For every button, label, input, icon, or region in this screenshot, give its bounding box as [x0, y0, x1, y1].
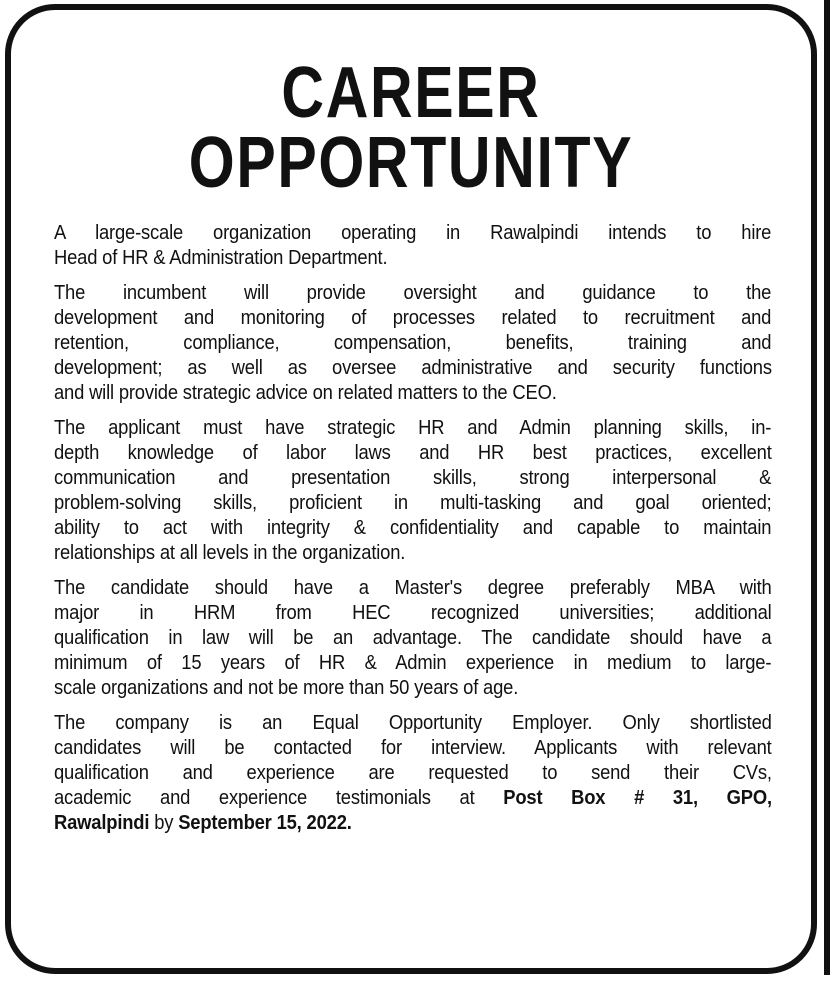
page-edge-strip: [824, 0, 830, 975]
title-line-2: OPPORTUNITY: [188, 123, 634, 203]
deadline-date: September 15, 2022.: [178, 812, 352, 834]
intro-paragraph: A large-scale organization operating in Rawalpindi intends to hire Head of HR & Administration Department.: [54, 222, 772, 269]
city-name: Rawalpindi: [54, 812, 150, 834]
closing-paragraph: The company is an Equal Opportunity Employer. Only shortlisted candidates will be contacted for interview. Applicants with relevant qualification and experience are requested to send their CVs, academic and experience testimonials at Post Box # 31, GPO, Rawalpindi by September 15, 2022.: [54, 712, 772, 834]
address-line: academic and experience testimonials at Post Box # 31, GPO,: [54, 787, 772, 809]
deadline-line: Rawalpindi by September 15, 2022.: [54, 812, 352, 834]
post-box-address: Post Box # 31, GPO,: [503, 787, 772, 809]
role-paragraph: The incumbent will provide oversight and guidance to the development and monitoring of processes related to recruitment and retention, compliance, compensation, benefits, training and development; as well as oversee administrative and security functions and will provide strategic advice on related matters to the CEO.: [54, 282, 772, 404]
skills-paragraph: The applicant must have strategic HR and Admin planning skills, in- depth knowledge of labor laws and HR best practices, excellent communication and presentation skills, strong interpersonal & problem-solving skills, proficient in multi-tasking and goal oriented; ability to act with integrity & confidentiality and capable to maintain relationships at all levels in the organization.: [54, 417, 772, 564]
title-line-1: CAREER: [281, 53, 541, 133]
ad-title: [83, 53, 739, 203]
ad-body: [54, 221, 772, 846]
qualification-paragraph: The candidate should have a Master's degree preferably MBA with major in HRM from HEC recognized universities; additional qualification in law will be an advantage. The candidate should have a minimum of 15 years of HR & Admin experience in medium to large- scale organizations and not be more than 50 years of age.: [54, 577, 772, 699]
